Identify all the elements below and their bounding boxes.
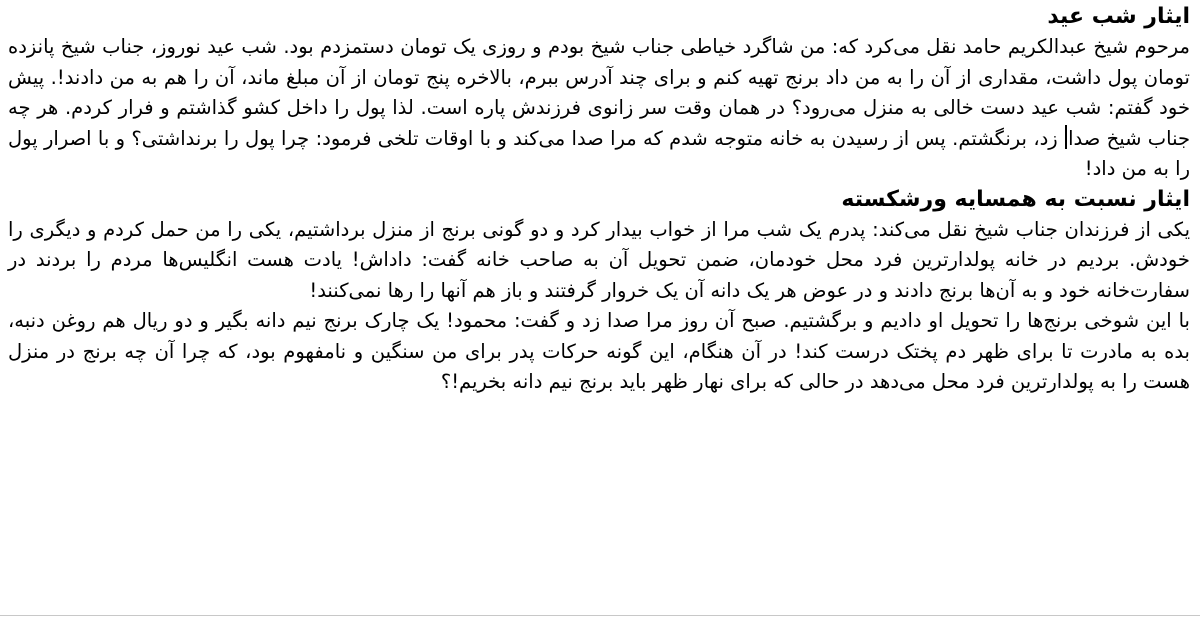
paragraph-eid-story-part-1: مرحوم شیخ عبدالکریم حامد نقل می‌کرد که: من شاگرد خیاطی جناب شیخ بودم و روزی یک تومان دستمزدم بود. شب عید نوروز، جناب شیخ پانزده تومان پول داشت، مقداری از آن را به من داد برنج تهیه کنم و برای چند آدرس ببرم، بالاخره پنج تومان از آن مبلغ ماند، آن را هم به من دادند!. پیش خود گفتم: شب عید دست خالی به منزل می‌رود؟ در همان وقت سر زانوی فرزندش پاره است. لذا پول را داخل کشو گذاشتم و فرار کردم. هر چه جناب شیخ صدا xyxy=(8,35,1191,150)
paragraph-eid-story-part-2: زد، برنگشتم. پس از رسیدن به خانه متوجه شدم که مرا صدا می‌کند و با اوقات تلخی فرمود: چرا پول را برنداشتی؟ و با اصرار پول را به من داد! xyxy=(8,126,1190,180)
paragraph-eid-story[interactable] xyxy=(8,32,1190,185)
bottom-divider xyxy=(0,615,1200,616)
paragraph-rice-delivery: یکی از فرزندان جناب شیخ نقل می‌کند: پدرم یک شب مرا از خواب بیدار کرد و دو گونی برنج از منزل برداشتیم، یکی را من حمل کردم و دیگری را خودش. بردیم در خانه پولدارترین فرد محل خودمان، ضمن تحویل آن به صاحب خانه گفت: داداش! یادت هست انگلیس‌ها مردم را بردند در سفارت‌خانه خود و به آن‌ها برنج دادند و در عوض هر یک دانه آن یک خروار گرفتند و باز هم آنها را رها نمی‌کنند! xyxy=(8,217,1190,302)
paragraph-rice-return: با این شوخی برنج‌ها را تحویل او دادیم و برگشتیم. صبح آن روز مرا صدا زد و گفت: محمود! یک چارک برنج نیم دانه بگیر و دو ریال هم روغن دنبه، بده به مادرت تا برای ظهر دم پختک درست کند! در آن هنگام، این گونه حرکات پدر برای من سنگین و نامفهوم بود، که چرا آن چه برنج در منزل هست را به پولدارترین فرد محل می‌دهد در حالی که برای نهار ظهر باید برنج نیم دانه بخریم!؟ xyxy=(8,309,1190,393)
section-heading-neighbor-sacrifice: ایثار نسبت به همسایه ورشکسته xyxy=(841,186,1190,212)
text-cursor xyxy=(1065,125,1067,149)
section-heading-eid-sacrifice: ایثار شب عید xyxy=(1047,4,1190,29)
